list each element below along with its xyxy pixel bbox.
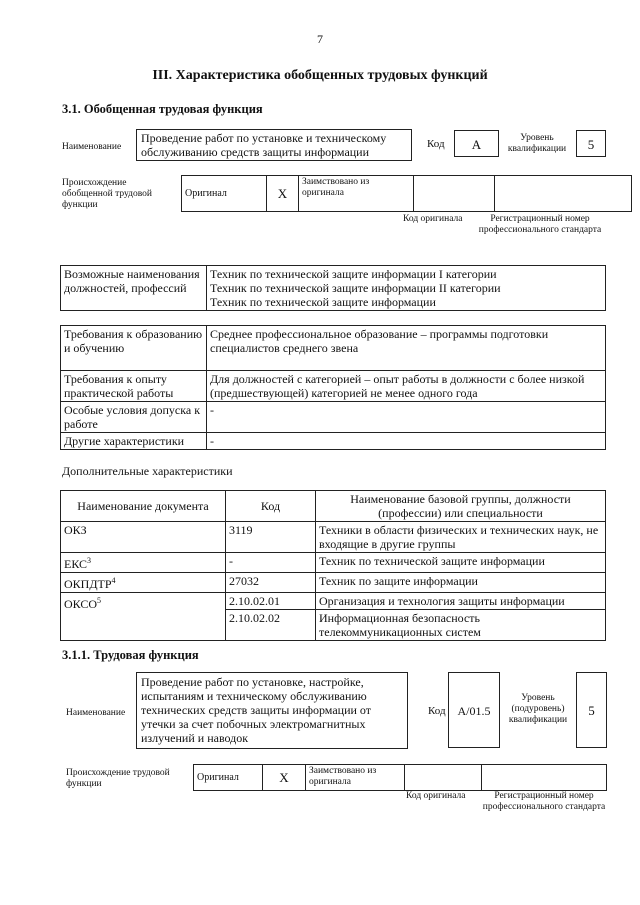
header-doc: Наименование документа <box>61 491 226 522</box>
position-item: Техник по технической защите информации <box>210 295 436 309</box>
header-name: Наименование базовой группы, должности (профессии) или специальности <box>316 491 606 522</box>
tf-level-value: 5 <box>576 672 607 748</box>
tf-code-original-caption: Код оригинала <box>406 791 466 801</box>
req-education-value: Среднее профессиональное образование – программы подготовки специалистов среднего звена <box>207 326 606 371</box>
position-item: Техник по технической защите информации II категории <box>210 281 501 295</box>
positions-table <box>60 265 606 311</box>
doc-code: 27032 <box>226 573 316 593</box>
table-row <box>61 553 606 573</box>
tf-reg-number-cell <box>482 765 607 791</box>
position-item: Техник по технической защите информации I категории <box>210 267 497 281</box>
doc-description: Техник по защите информации <box>316 573 606 593</box>
table-row <box>61 522 606 553</box>
doc-name: ЕКС <box>64 557 88 571</box>
doc-code: - <box>226 553 316 573</box>
additional-caption: Дополнительные характеристики <box>62 464 233 478</box>
tf-origin-table <box>193 764 607 791</box>
page-number: 7 <box>317 32 323 46</box>
doc-description: Информационная безопасность телекоммуникационных систем <box>316 610 606 641</box>
doc-description: Организация и технология защиты информации <box>316 593 606 610</box>
req-special-value: - <box>207 402 606 433</box>
gtf-code-value: A <box>454 130 499 157</box>
gtf-origin-label: Происхождение обобщенной трудовой функции <box>62 178 152 210</box>
gtf-reg-number-cell <box>495 176 632 212</box>
gtf-original-label: Оригинал <box>182 176 267 212</box>
req-special-label: Особые условия допуска к работе <box>61 402 207 433</box>
requirements-table <box>60 325 606 450</box>
gtf-original-mark: X <box>267 176 299 212</box>
footnote-ref: 5 <box>97 596 102 605</box>
footnote-ref: 3 <box>87 556 92 565</box>
gtf-borrowed-label: Заимствовано из оригинала <box>299 176 414 212</box>
positions-label: Возможные наименования должностей, профессий <box>61 266 207 311</box>
doc-description: Техник по технической защите информации <box>316 553 606 573</box>
header-code: Код <box>226 491 316 522</box>
table-row <box>61 593 606 610</box>
gtf-code-label: Код <box>427 138 445 150</box>
tf-reg-number-caption: Регистрационный номер профессионального стандарта <box>482 791 606 812</box>
footnote-ref: 4 <box>111 576 116 585</box>
gtf-level-value: 5 <box>576 130 606 157</box>
doc-name: ОКСО <box>64 597 98 611</box>
positions-values <box>207 266 606 311</box>
gtf-name-label: Наименование <box>62 142 122 152</box>
gtf-code-original-cell <box>414 176 495 212</box>
doc-code: 2.10.02.02 <box>226 610 316 641</box>
doc-code: 2.10.02.01 <box>226 593 316 610</box>
tf-heading: 3.1.1. Трудовая функция <box>62 648 199 662</box>
tf-code-original-cell <box>405 765 482 791</box>
gtf-reg-number-caption: Регистрационный номер профессионального стандарта <box>478 214 602 235</box>
gtf-level-label: Уровень квалификации <box>507 133 567 154</box>
gtf-code-original-caption: Код оригинала <box>403 214 463 224</box>
doc-name: ОКПДТР <box>64 577 112 591</box>
tf-code-value: A/01.5 <box>448 672 500 748</box>
tf-code-label: Код <box>428 705 446 717</box>
req-other-value: - <box>207 433 606 450</box>
tf-name-label: Наименование <box>66 708 126 718</box>
req-experience-label: Требования к опыту практической работы <box>61 371 207 402</box>
tf-original-label: Оригинал <box>194 765 263 791</box>
doc-code: 3119 <box>226 522 316 553</box>
tf-name-value: Проведение работ по установке, настройке, испытаниям и техническому обслуживанию технических средств защиты информации от утечки за счет побочных электромагнитных излучений и наводок <box>136 672 408 749</box>
tf-level-label: Уровень (подуровень) квалификации <box>508 693 568 725</box>
tf-original-mark: X <box>263 765 306 791</box>
additional-table <box>60 490 606 641</box>
section-title: III. Характеристика обобщенных трудовых функций <box>152 68 488 83</box>
tf-borrowed-label: Заимствовано из оригинала <box>306 765 405 791</box>
table-row <box>61 573 606 593</box>
gtf-origin-table <box>181 175 632 212</box>
req-other-label: Другие характеристики <box>61 433 207 450</box>
gtf-name-value: Проведение работ по установке и техническому обслуживанию средств защиты информации <box>136 129 412 161</box>
doc-name: ОКЗ <box>64 523 87 537</box>
tf-origin-label: Происхождение трудовой функции <box>66 768 170 789</box>
req-experience-value: Для должностей с категорией – опыт работы в должности с более низкой (предшествующей) категорией не менее одного года <box>207 371 606 402</box>
req-education-label: Требования к образованию и обучению <box>61 326 207 371</box>
doc-description: Техники в области физических и технических наук, не входящие в другие группы <box>316 522 606 553</box>
gtf-heading: 3.1. Обобщенная трудовая функция <box>62 102 263 116</box>
